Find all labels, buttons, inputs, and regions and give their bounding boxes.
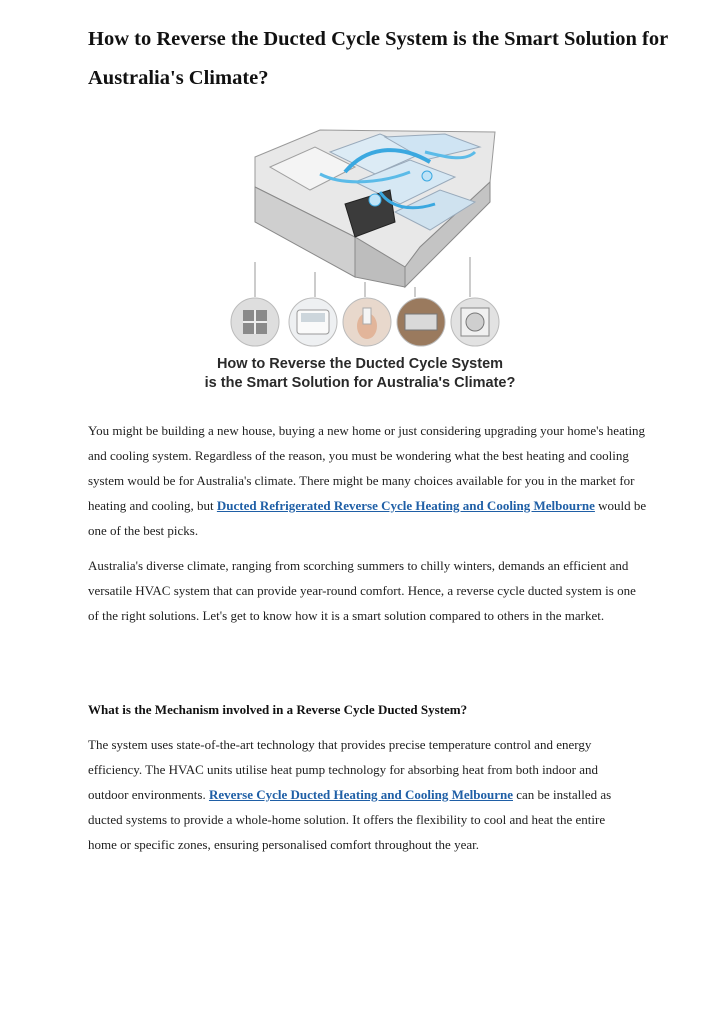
mechanism-paragraph: [88, 732, 636, 857]
intro-text-end: would be one of the best picks.: [88, 498, 647, 538]
ceiling-unit-icon: [397, 298, 445, 346]
hero-caption-line-1: How to Reverse the Ducted Cycle System: [216, 356, 504, 372]
intro-paragraph: [88, 418, 648, 543]
outdoor-unit-icon: [451, 298, 499, 346]
ducted-refrigerated-link[interactable]: Ducted Refrigerated Reverse Cycle Heating and Cooling Melbourne: [216, 498, 595, 513]
climate-paragraph: Australia's diverse climate, ranging from scorching summers to chilly winters, demands an efficient and versatile HVAC system that can provide year-round comfort. Hence, a reverse cycle ducted system is one of the right solutions. Let's get to know how it is a smart solution compared to others in the market.: [88, 558, 636, 623]
vent-grille-icon: [231, 298, 279, 346]
hand-remote-icon: [343, 298, 391, 346]
hero-caption: [160, 355, 560, 393]
mechanism-text-end: can be installed as ducted systems to provide a whole-home solution. It offers the flexibility to cool and heat the entire home or specific zones, ensuring personalised comfort throughout the year.: [88, 787, 612, 852]
mechanism-heading: What is the Mechanism involved in a Reverse Cycle Ducted System?: [88, 702, 468, 717]
mechanism-text: The system uses state-of-the-art technology that provides precise temperature control and energy efficiency. The HVAC units utilise heat pump technology for absorbing heat from both indoor and outdoor environments.: [88, 737, 599, 802]
thermostat-controller-icon: [289, 298, 337, 346]
house-structure: [255, 130, 495, 297]
intro-text: You might be building a new house, buying a new home or just considering upgrading your home's heating and cooling system. Regardless of the reason, you must be wondering what the best heating and cooling system would be for Australia's climate. There might be many choices available for you in the market for heating and cooling, but: [88, 423, 646, 513]
reverse-cycle-ducted-link[interactable]: Reverse Cycle Ducted Heating and Cooling Melbourne: [208, 787, 513, 802]
hero-caption-line-2: is the Smart Solution for Australia's Climate?: [204, 375, 516, 391]
page-title: How to Reverse the Ducted Cycle System is the Smart Solution for Australia's Climate?: [88, 28, 668, 89]
